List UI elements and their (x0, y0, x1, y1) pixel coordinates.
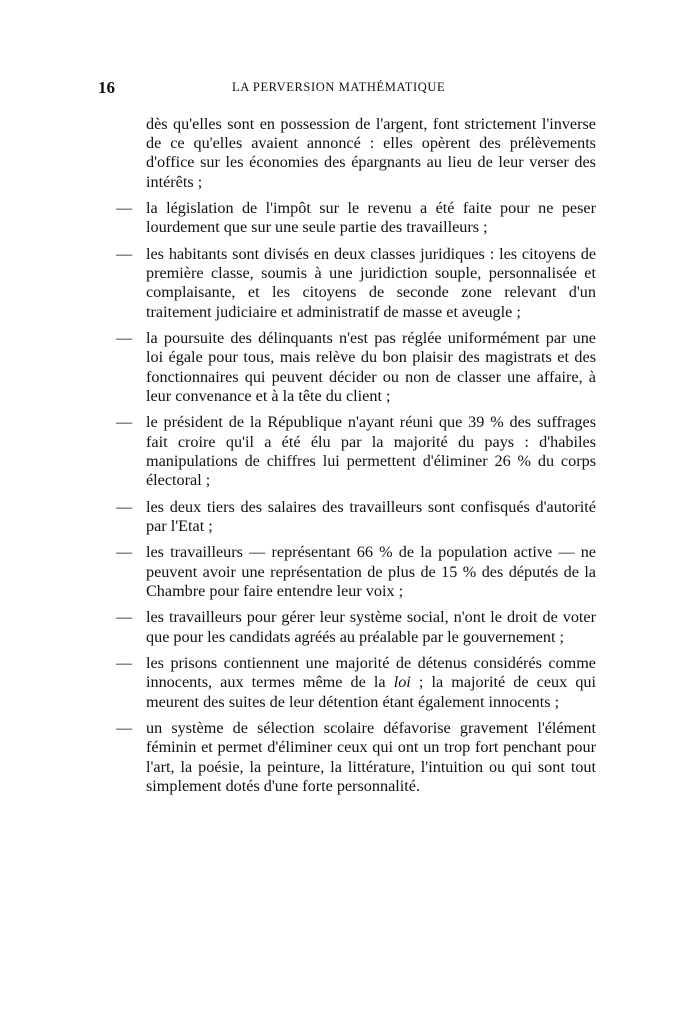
list-item-text: la poursuite des délinquants n'est pas réglée uniformément par une loi égale pour tous, mais relève du bon plaisir des magistrats et des fonctionnaires qui peuvent décider ou non de classer une affaire, à leur convenance et à la tête du client ; (146, 329, 596, 405)
list-item-text: un système de sélection scolaire défavorise gravement l'élément féminin et permet d'éliminer ceux qui ont un trop fort penchant pour l'art, la poésie, la peinture, la littérature, l'intuition ou qui sont tout simplement dotés d'une forte personnalité. (146, 719, 596, 795)
list-item (116, 245, 596, 322)
list-item (116, 654, 596, 712)
running-title: LA PERVERSION MATHÉMATIQUE (232, 80, 446, 94)
list-item (116, 608, 596, 646)
list-item (116, 329, 596, 406)
text-after-emphasis: ; la majorité de ceux qui meurent des suites de leur détention étant également innocents ; (146, 673, 597, 711)
list-item (116, 199, 596, 237)
dash-bullet: — (116, 543, 133, 562)
list-item-text: les travailleurs — représentant 66 % de la population active — ne peuvent avoir une représentation de plus de 15 % des députés de la Chambre pour faire entendre leur voix ; (146, 543, 596, 600)
list-item-text: les travailleurs pour gérer leur système social, n'ont le droit de voter que pour les candidats agréés au préalable par le gouvernement ; (146, 608, 596, 646)
list-item-text (146, 654, 596, 710)
body-text (116, 115, 596, 796)
page-number: 16 (98, 78, 115, 97)
dash-bullet: — (116, 719, 133, 738)
dash-bullet: — (116, 199, 133, 218)
list-item-text: le président de la République n'ayant réuni que 39 % des suffrages fait croire qu'il a été élu par la majorité du pays : d'habiles manipulations de chiffres lui permettent d'éliminer 26 % du corps électoral ; (146, 413, 596, 490)
lead-paragraph: dès qu'elles sont en possession de l'argent, font strictement l'inverse de ce qu'elles avaient annoncé : elles opèrent des prélèvements d'office sur les économies des épargnants au lieu de leur verser des intérêts ; (146, 115, 596, 191)
list-item (116, 413, 596, 490)
list-item (116, 543, 596, 601)
emphasis-text: loi (393, 673, 411, 692)
list-item-text: les habitants sont divisés en deux classes juridiques : les citoyens de première classe, soumis à une juridiction souple, personnalisée et complaisante, et les citoyens de seconde zone relevant d'un traitement judiciaire et administratif de masse et aveugle ; (146, 245, 596, 321)
dash-bullet: — (116, 497, 133, 516)
list-item (116, 498, 596, 536)
list-item-text: la législation de l'impôt sur le revenu a été faite pour ne peser lourdement que sur une seule partie des travailleurs ; (146, 199, 596, 237)
text-before-emphasis: les prisons contiennent une majorité de détenus considérés comme innocents, aux termes même de la (146, 654, 596, 692)
dash-bullet: — (116, 608, 133, 627)
dash-bullet: — (116, 413, 133, 432)
dash-bullet: — (116, 329, 133, 348)
dash-bullet: — (116, 654, 133, 673)
list-item-text: les deux tiers des salaires des travailleurs sont confisqués d'autorité par l'Etat ; (146, 497, 596, 535)
dash-bullet: — (116, 245, 133, 263)
list-item (116, 719, 596, 796)
